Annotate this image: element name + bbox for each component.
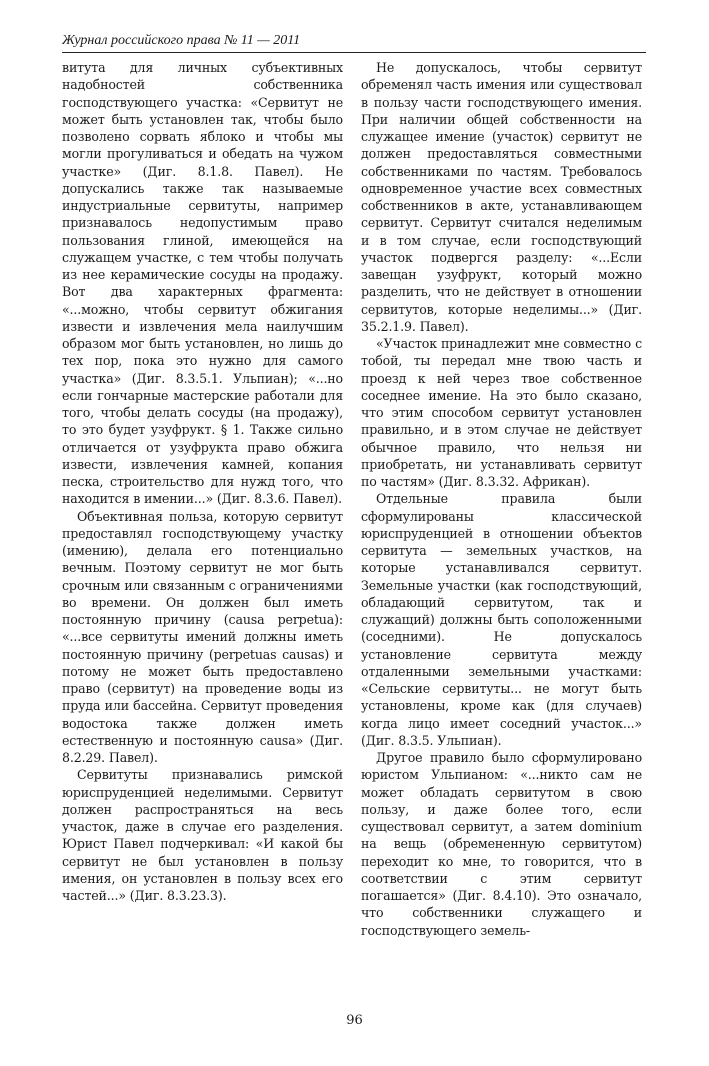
journal-header: Журнал российского права № 11 — 2011 [62,33,301,48]
paragraph: Сервитуты признавались римской юриспруденцией неделимыми. Сервитут должен распространяться на весь участок, даже в случае его разделения. Юрист Павел подчеркивал: «И какой бы сервитут не был установлен в пользу имения, он установлен в пользу всех его частей...» (Диг. 8.3.23.3). [62,767,343,903]
paragraph: Отдельные правила были сформулированы классической юриспруденцией в отношении объектов сервитута — земельных участков, на которые устанавливался сервитут. Земельные участки (как господствующий, обладающий сервитутом, так и служащий) должны быть соположенными (соседними). Не допускалось установление сервитута между отдаленными земельными участками: «Сельские сервитуты... не могут быть установлены, кроме как (для случаев) когда лицо имеет соседний участок...» (Диг. 8.3.5. Ульпиан). [361,491,642,748]
paragraph: Не допускалось, чтобы сервитут обременял часть имения или существовал в пользу части господствующего имения. При наличии общей собственности на служащее имение (участок) сервитут не должен предоставляться совместными собственниками по частям. Требовалось одновременное участие всех совместных собственников в акте, устанавливающем сервитут. Сервитут считался неделимым и в том случае, если господствующий участок подвергся разделу: «...Если завещан узуфрукт, который можно разделить, что не действует в отношении сервитутов, которые неделимы...» (Диг. 35.2.1.9. Павел). [361,60,642,334]
paragraph: Другое правило было сформулировано юристом Ульпианом: «...никто сам не может обладать сервитутом в свою пользу, и даже более того, если существовал сервитут, а затем dominium на вещь (обремененную сервитутом) переходит ко мне, то говорится, что в соответствии с этим сервитут погашается» (Диг. 8.4.10). Это означало, что собственники служащего и господствующего земель- [361,750,642,938]
right-column [361,59,642,939]
header-divider [62,52,646,53]
paragraph: Объективная польза, которую сервитут предоставлял господствующему участку (имению), делала его потенциально вечным. Поэтому сервитут не мог быть срочным или связанным с ограничениями во времени. Он должен был иметь постоянную причину (causa perpetua): «...все сервитуты имений должны иметь постоянную причину (perpetuas causas) и потому не может быть предоставлено право (сервитут) на проведение воды из пруда или бассейна. Сервитут проведения водостока также должен иметь естественную и постоянную causa» (Диг. 8.2.29. Павел). [62,508,343,765]
paragraph: «Участок принадлежит мне совместно с тобой, ты передал мне твою часть и проезд к ней через твое собственное соседнее имение. На это было сказано, что этим способом сервитут установлен правильно, и в этом случае не действует обычное правило, что нельзя ни приобретать, ни устанавливать сервитут по частям» (Диг. 8.3.32. Африкан). [361,336,642,489]
left-column [62,59,343,904]
page-number: 96 [346,1013,363,1028]
paragraph: витута для личных субъективных надобностей собственника господствующего участка: «Сервитут не может быть установлен так, чтобы было позволено сорвать яблоко и чтобы мы могли прогуливаться и обедать на чужом участке» (Диг. 8.1.8. Павел). Не допускались также так называемые индустриальные сервитуты, например признавалось недопустимым право пользования глиной, имеющейся на служащем участке, с тем чтобы получать из нее керамические сосуды на продажу. Вот два характерных фрагмента: «...можно, чтобы сервитут обжигания извести и извлечения мела наилучшим образом мог быть установлен, но лишь до тех пор, пока это нужно для самого участка» (Диг. 8.3.5.1. Ульпиан); «...но если гончарные мастерские работали для того, чтобы делать сосуды (на продажу), то это будет узуфрукт. § 1. Также сильно отличается от узуфрукта право обжига извести, извлечения камней, копания песка, строительство для нужд того, что находится в имении...» (Диг. 8.3.6. Павел). [62,60,343,507]
